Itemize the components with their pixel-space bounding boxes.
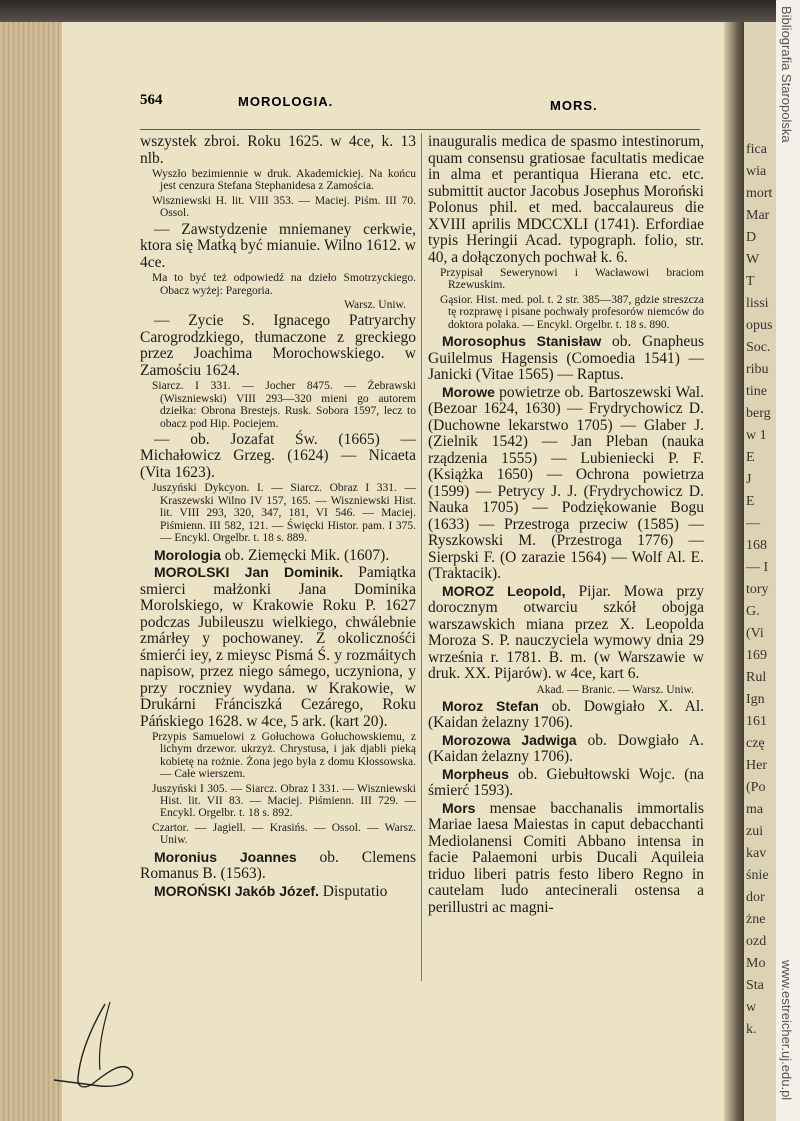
facing-page-text: śnie	[746, 868, 769, 883]
facing-page-text: Ign	[746, 692, 765, 707]
side-strip-bottom-text: www.estreicher.uj.edu.pl	[779, 960, 794, 1101]
page-header	[140, 92, 700, 112]
right-column	[428, 134, 704, 916]
facing-page-text: dor	[746, 890, 765, 905]
entry-headword: Morozowa Jadwiga	[442, 731, 577, 748]
entry-text: ob. Ziemęcki Mik. (1607).	[220, 546, 390, 564]
facing-page-text: opus	[746, 318, 773, 333]
running-head-right: MORS.	[550, 98, 598, 113]
reference-note: Juszyński I 305. — Siarcz. Obraz I 331. — Wiszniewski Hist. lit. VII 83. — Maciej. Piśmienn. III 729. — Encykl. Orgelbr. t. 18 s. 892.	[152, 782, 416, 820]
entry-paragraph	[140, 222, 416, 272]
reference-note: Gąsior. Hist. med. pol. t. 2 str. 385—387, gdzie streszcza tę rozprawę i pisane pochwały profesorów niemców do doktora polaka. — Encykl. Orgelbr. t. 18 s. 890.	[440, 293, 704, 331]
reference-note: Warsz. Uniw.	[344, 298, 406, 311]
facing-page-text: berg	[746, 406, 771, 421]
entry-headword: Morpheus	[442, 765, 509, 782]
facing-page-text: czę	[746, 736, 765, 751]
entry-paragraph	[140, 564, 416, 730]
entry-headword: MOROŃSKI Jakób Józef.	[154, 882, 319, 899]
facing-page-text: żne	[746, 912, 766, 927]
facing-page-text: zui	[746, 824, 764, 839]
entry-text: — Zycie S. Ignacego Patryarchy Carogrodzkiego, tłumaczone z greckiego przez Joachima Morochowskiego. w Zamościu 1624.	[140, 312, 416, 379]
facing-page-text: tory	[746, 582, 769, 597]
entry-headword: Morosophus Stanisław	[442, 333, 602, 350]
entry-text: ob. Dowgiało A. (Kaidan żelazny 1706).	[428, 731, 704, 766]
entry-text: ob. Clemens Romanus B. (1563).	[140, 848, 416, 883]
entry-headword: Moroz Stefan	[442, 697, 539, 714]
entry-headword: Moronius Joannes	[154, 848, 297, 865]
entry-paragraph	[428, 800, 704, 917]
entry-paragraph	[140, 547, 416, 565]
book-gutter	[724, 22, 746, 1121]
facing-page-text: w 1	[746, 428, 767, 443]
facing-page-text: J	[746, 472, 752, 487]
facing-page-text: E	[746, 450, 755, 465]
facing-page-text: (Vi	[746, 626, 764, 641]
reference-note: Ma to być też odpowiedź na dzieło Smotrzyckiego. Obacz wyżej: Paregoria.	[152, 272, 416, 297]
facing-page-text: Mo	[746, 956, 766, 971]
facing-page-text: kav	[746, 846, 767, 861]
reference-note: Wyszło bezimiennie w druk. Akademickiej. Na końcu jest cenzura Stefana Stephanidesa z Zamościa.	[152, 168, 416, 193]
facing-page-text: fica	[746, 142, 767, 157]
entry-text: powietrze ob. Bartoszewski Wal. (Bezoar 1624, 1630) — Frydrychowicz D. (Duchowne lekarstwo 1705) — Glaber J. (Zielnik 1542) — Jan Pleban (nauka rządzenia 1555) — Lubieniecki P. F. (Książka 1650) — Ochrona powietrza (1599) — Petrycy J. J. (Frydrychowicz D. Nauka 1705) — Podziękowanie Bogu (1633) — Przestroga przeciw (1585) — Ryszkowski M. (Przestroga 1776) — Sierpski F. (O zarazie 1564) — Wolf Al. E. (Traktacik).	[428, 383, 704, 583]
entry-paragraph	[140, 134, 416, 167]
entry-headword: MOROZ Leopold,	[442, 582, 566, 599]
facing-page-text: — I	[746, 560, 769, 575]
entry-text: ob. Gnapheus Guilelmus Hagensis (Comoedia 1541) — Janicki (Vitae 1565) — Raptus.	[428, 333, 704, 384]
reference-note: Wiszniewski H. lit. VIII 353. — Maciej. Piśm. III 70. Ossol.	[152, 194, 416, 220]
entry-paragraph	[140, 849, 416, 883]
reference-note: Akad. — Branic. — Warsz. Uniw.	[536, 683, 694, 696]
reference-note: Siarcz. I 331. — Jocher 8475. — Żebrawski (Wiszniewski) VIII 293—320 mieni go autorem dziełka: Obrona Brestejs. Rusk. Sobora 1597, lecz to obacz pod Hip. Pociejem.	[152, 380, 416, 430]
facing-page-text: —	[746, 516, 760, 531]
entry-paragraph	[428, 698, 704, 732]
entry-text: wszystek zbroi. Roku 1625. w 4ce, k. 13 nlb.	[140, 133, 416, 167]
entry-text: — ob. Jozafat Św. (1665) — Michałowicz Grzeg. (1624) — Nicaeta (Vita 1623).	[140, 430, 416, 481]
entry-paragraph	[140, 432, 416, 482]
left-column	[140, 134, 416, 900]
entry-paragraph	[428, 583, 704, 683]
reference-note: Czartor. — Jagiell. — Krasińs. — Ossol. — Warsz. Uniw.	[152, 821, 416, 847]
facing-page-text: Rul	[746, 670, 767, 685]
entry-paragraph	[428, 384, 704, 583]
facing-page-text: ma	[746, 802, 764, 817]
facing-page-text: E	[746, 494, 755, 509]
facing-page-text: T	[746, 274, 755, 289]
facing-page-text: Sta	[746, 978, 764, 993]
facing-page-text: D	[746, 230, 757, 245]
facing-page-text: tine	[746, 384, 767, 399]
book-page-edges	[0, 22, 62, 1121]
side-strip-top-text: Bibliografia Staropolska	[779, 6, 794, 143]
entry-paragraph	[428, 732, 704, 766]
facing-page-text: w	[746, 1000, 757, 1015]
scan-top-edge	[0, 0, 800, 22]
entry-text: ob. Giebułtowski Wojc. (na śmierć 1593).	[428, 765, 704, 800]
entry-text: Pijar. Mowa przy dorocznym otwarciu szkół obojga warszawskich miana przez X. Leopolda Moroza S. P. nauczyciela wymowy dnia 29 września r. 1781. B. m. (w Warszawie w druk. XX. Pijarów). w 4ce, kart 6.	[428, 582, 704, 683]
facing-page-text: mort	[746, 186, 773, 201]
facing-page-text: k.	[746, 1022, 757, 1037]
reference-note: Przypisał Sewerynowi i Wacławowi braciom Rzewuskim.	[440, 267, 704, 292]
entry-text: inauguralis medica de spasmo intestinorum, quam consensu gratiosae facultatis medicae in alma et perantiqua Hierana etc. etc. submittit auctor Jacobus Josephus Moroński Polonus phil. et med. baccalaureus die XVIII aprilis MDCCXLI (1741). Erfordiae typis Heringii Acad. typograph. folio, str. 40, a dołączonych pochwał k. 6.	[428, 133, 704, 266]
entry-paragraph	[428, 134, 704, 266]
entry-headword: Morologia	[154, 546, 221, 563]
facing-page-text: W	[746, 252, 760, 267]
side-strip	[776, 0, 800, 1121]
entry-text: Pamiątka smierci małżonki Jana Dominika Morolskiego, w Krakowie Roku P. 1627 podczas Jubileuszu wielkiego, chwálebnie zmárłey y pochowaney. Z okolicznośći śmierći iey, z mieysc Pismá Ś. y rozmáitych napisow, przez niego sámego, uczyniona, y przy roczniey wydana. w Krakowie, w Drukárni Fránciszká Cezárego, Roku Páńskiego 1628. w 4ce, 5 ark. (kart 20).	[140, 564, 416, 730]
running-head-left: MOROLOGIA.	[238, 94, 334, 109]
facing-page-text: ozd	[746, 934, 767, 949]
signature-mark	[50, 1000, 150, 1100]
entry-headword: Morowe	[442, 383, 495, 400]
facing-page-text: Soc.	[746, 340, 771, 355]
facing-page-text: Her	[746, 758, 767, 773]
entry-paragraph	[140, 313, 416, 379]
entry-text: ob. Dowgiało X. Al. (Kaidan żelazny 1706).	[428, 697, 705, 732]
reference-note: Przypis Samuelowi z Gołuchowa Gołuchowskiemu, z lichym drzewor. ukrzyż. Chrystusa, i jak djabli pieką kobietę na rożnie. Żona jego była z domu Kłossowska. — Całe wierszem.	[152, 731, 416, 781]
entry-paragraph	[140, 883, 416, 901]
entry-text: — Zawstydzenie mniemaney cerkwie, ktora się Matką być mianuie. Wilno 1612. w 4ce.	[140, 220, 416, 271]
entry-paragraph	[428, 766, 704, 800]
facing-page-text: ribu	[746, 362, 769, 377]
facing-page-text: 168	[746, 538, 767, 553]
entry-paragraph	[428, 333, 704, 384]
facing-page-text: lissi	[746, 296, 769, 311]
entry-text: Disputatio	[318, 882, 388, 900]
facing-page-text: 161	[746, 714, 767, 729]
facing-page-text: wia	[746, 164, 767, 179]
entry-headword: Mors	[442, 799, 476, 816]
facing-page-text: (Po	[746, 780, 766, 795]
entry-headword: MOROLSKI Jan Dominik.	[154, 564, 344, 580]
entry-text: mensae bacchanalis immortalis Mariae laesa Maiestas in caput debacchanti Mediolanensi Comiti Abbano intensa in facie Palaemoni urbis Ducali Aquileia triduo liberi patris festo libero Regno in cautelam ludo antecinerali ostensa a perillustri ac magni-	[428, 799, 704, 916]
header-rule	[140, 129, 700, 130]
facing-page-text: Mar	[746, 208, 770, 223]
facing-page-text: 169	[746, 648, 767, 663]
facing-page-text: G.	[746, 604, 760, 619]
page-number: 564	[140, 92, 163, 108]
column-divider	[421, 133, 422, 981]
reference-note: Juszyński Dykcyon. I. — Siarcz. Obraz I 331. — Kraszewski Wilno IV 157, 165. — Wiszniewski Hist. lit. VIII 293, 320, 347, 181, VI 546. — Maciej. Piśmienn. III 582, 121. — Święcki Histor. pam. I 375. — Encykl. Orgelbr. t. 18 s. 889.	[152, 482, 416, 545]
